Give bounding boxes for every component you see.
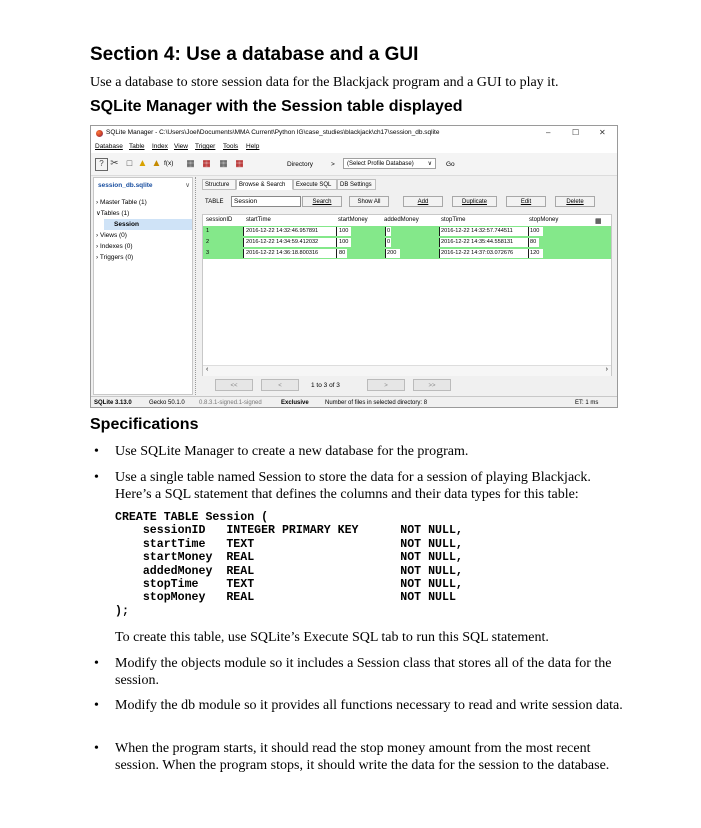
scroll-left-icon[interactable]: ‹ — [206, 366, 209, 373]
profile-database-value: (Select Profile Database) — [347, 161, 414, 167]
first-page-button[interactable]: << — [215, 379, 253, 391]
bullet-icon: • — [94, 470, 99, 485]
chevron-down-icon: ∨ — [96, 210, 101, 217]
database-selector-value: session_db.sqlite — [98, 182, 153, 189]
row-cell: 2016-12-22 14:32:57.744511 — [441, 228, 513, 234]
bullet-icon: • — [94, 656, 99, 671]
bullet-icon: • — [94, 698, 99, 713]
chevron-right-icon: › — [96, 243, 99, 250]
bullet-icon: • — [94, 444, 99, 459]
bullet-icon: • — [94, 741, 99, 756]
row-cell: 2016-12-22 14:32:46.957891 — [246, 228, 319, 234]
db-tree — [96, 197, 192, 263]
app-logo-icon — [96, 130, 103, 137]
menu-bar — [91, 141, 617, 153]
tree-triggers[interactable] — [96, 252, 192, 263]
directory-label: Directory — [287, 161, 314, 168]
window-title: SQLite Manager - C:\Users\Joel\Documents\MMA Current\Python IG\case_studies\blackjack\ch17\session_db.sqlite — [106, 129, 440, 136]
export-icon[interactable]: ▲ — [151, 158, 162, 169]
tree-tables-label: Tables (1) — [100, 210, 130, 217]
close-icon[interactable]: ✕ — [599, 128, 606, 137]
status-file-count: Number of files in selected directory: 8 — [325, 400, 428, 406]
menu-help[interactable]: Help — [246, 143, 260, 150]
tree-tables[interactable] — [96, 208, 192, 219]
tab-browse-search[interactable]: Browse & Search — [236, 179, 293, 190]
table-row[interactable] — [203, 248, 611, 259]
chevron-right-icon: › — [96, 232, 99, 239]
scissors-icon[interactable]: ✂ — [110, 158, 119, 169]
row-cell: 0 — [387, 228, 391, 234]
row-cell: 80 — [339, 250, 346, 256]
minimize-icon[interactable]: – — [546, 128, 551, 137]
edit-button[interactable]: Edit — [506, 196, 546, 207]
chevron-right-icon: › — [96, 199, 99, 206]
specifications-heading: Specifications — [90, 416, 199, 433]
chevron-down-icon: ∨ — [427, 161, 432, 167]
menu-tools[interactable]: Tools — [223, 143, 239, 150]
menu-table[interactable]: Table — [129, 143, 145, 150]
grid-header — [203, 215, 613, 226]
delete-button[interactable]: Delete — [555, 196, 595, 207]
row-cell: 120 — [530, 250, 540, 256]
add-button[interactable]: Add — [403, 196, 443, 207]
spec-item-2-note: To create this table, use SQLite’s Execute SQL tab to run this SQL statement. — [115, 630, 549, 645]
tree-views[interactable] — [96, 230, 192, 241]
data-grid — [202, 214, 612, 376]
row-cell: 3 — [206, 250, 210, 256]
duplicate-button[interactable]: Duplicate — [452, 196, 497, 207]
table-row[interactable] — [203, 226, 611, 237]
horizontal-scrollbar[interactable] — [203, 365, 611, 376]
drop-table-icon[interactable]: ▦ — [202, 158, 211, 168]
spec-item-5: When the program starts, it should read the stop money amount from the most recent session. When the program stops, it should write the data for the session to the database. — [115, 741, 610, 773]
section-title: Section 4: Use a database and a GUI — [90, 44, 419, 65]
tree-indexes-label: Indexes (0) — [99, 243, 133, 250]
menu-trigger[interactable]: Trigger — [195, 143, 216, 150]
tab-structure[interactable]: Structure — [202, 179, 236, 190]
pager — [200, 377, 615, 393]
go-button[interactable]: Go — [446, 161, 455, 168]
maximize-icon[interactable]: ☐ — [572, 128, 580, 137]
status-sqlite-version: SQLite 3.13.0 — [94, 400, 132, 406]
spec-item-2: Use a single table named Session to store the data for a session of playing Blackjack. Here’s a SQL statement that defines the columns and their data types for this table: — [115, 470, 591, 502]
sqlite-manager-screenshot — [90, 125, 618, 408]
column-header[interactable]: stopTime — [441, 217, 466, 223]
row-cell: 2016-12-22 14:34:59.412032 — [246, 239, 319, 245]
table-name-input[interactable]: Session — [231, 196, 301, 207]
screenshot-heading: SQLite Manager with the Session table displayed — [90, 98, 463, 115]
menu-index[interactable]: Index — [152, 143, 168, 150]
row-cell: 2016-12-22 14:35:44.558131 — [441, 239, 514, 245]
row-cell: 100 — [339, 239, 349, 245]
page-info: 1 to 3 of 3 — [311, 382, 340, 389]
status-mode: Exclusive — [281, 400, 309, 406]
tree-indexes[interactable] — [96, 241, 192, 252]
open-folder-icon[interactable]: ▲ — [137, 158, 148, 169]
status-build: 0.8.3.1-signed.1-signed — [199, 400, 262, 406]
row-cell: 100 — [530, 228, 540, 234]
drop-index-icon[interactable]: ▦ — [235, 158, 244, 168]
row-cell: 2016-12-22 14:36:18.800316 — [246, 250, 319, 256]
tab-db-settings[interactable]: DB Settings — [337, 179, 376, 190]
spec-item-3: Modify the objects module so it includes a Session class that stores all of the data for the session. — [115, 656, 612, 688]
row-cell: 1 — [206, 228, 210, 234]
tree-master-table[interactable] — [96, 197, 192, 208]
row-cell: 2016-12-22 14:37:03.072676 — [441, 250, 514, 256]
table-label: TABLE — [205, 199, 224, 205]
row-cell: 100 — [339, 228, 349, 234]
directory-arrow-icon[interactable]: > — [331, 161, 335, 168]
column-header[interactable]: startMoney — [338, 217, 368, 223]
toolbar — [91, 153, 617, 176]
tree-session-table[interactable]: Session — [104, 219, 192, 230]
new-db-icon[interactable]: ? — [95, 158, 108, 171]
profile-database-select[interactable] — [343, 158, 436, 169]
spec-item-4: Modify the db module so it provides all functions necessary to read and write session data. — [115, 698, 623, 713]
status-gecko-version: Gecko 50.1.0 — [149, 400, 185, 406]
create-table-icon[interactable]: ▦ — [186, 158, 195, 168]
show-all-button[interactable]: Show All — [349, 196, 389, 207]
sql-create-statement: CREATE TABLE Session ( sessionID INTEGER PRIMARY KEY NOT NULL, startTime TEXT NOT NULL, startMoney REAL NOT NULL, addedMoney REAL NOT NULL, stopTime TEXT NOT NULL, stopMoney REAL NOT NULL ); — [115, 511, 463, 618]
status-elapsed-time: ET: 1 ms — [575, 400, 599, 406]
tree-master-table-label: Master Table (1) — [99, 199, 147, 206]
row-cell: 200 — [387, 250, 397, 256]
tab-execute-sql[interactable]: Execute SQL — [293, 179, 337, 190]
row-cell: 80 — [530, 239, 537, 245]
search-button[interactable]: Search — [302, 196, 342, 207]
menu-view[interactable]: View — [174, 143, 188, 150]
right-pane — [200, 177, 615, 395]
column-header[interactable]: sessionID — [206, 217, 233, 223]
column-picker-icon[interactable]: ▦ — [595, 218, 602, 225]
create-index-icon[interactable]: ▦ — [219, 158, 228, 168]
spec-item-1: Use SQLite Manager to create a new database for the program. — [115, 444, 469, 459]
last-page-button[interactable]: >> — [413, 379, 451, 391]
tree-views-label: Views (0) — [99, 232, 127, 239]
column-header[interactable]: addedMoney — [384, 217, 419, 223]
tree-triggers-label: Triggers (0) — [99, 254, 134, 261]
prev-page-button[interactable]: < — [261, 379, 299, 391]
status-bar — [91, 396, 617, 408]
row-cell: 0 — [387, 239, 391, 245]
column-header[interactable]: startTime — [246, 217, 271, 223]
intro-text: Use a database to store session data for the Blackjack program and a GUI to play it. — [90, 75, 559, 90]
database-selector[interactable] — [96, 180, 192, 191]
scroll-right-icon[interactable]: › — [605, 366, 608, 373]
menu-database[interactable]: Database — [95, 143, 123, 150]
next-page-button[interactable]: > — [367, 379, 405, 391]
table-bar — [200, 193, 615, 211]
chevron-right-icon: › — [96, 254, 99, 261]
chevron-down-icon: ∨ — [185, 182, 190, 189]
new-file-icon[interactable]: □ — [126, 158, 133, 168]
table-row[interactable] — [203, 237, 611, 248]
left-pane — [93, 177, 193, 395]
window-titlebar — [91, 126, 617, 141]
column-header[interactable]: stopMoney — [529, 217, 559, 223]
function-icon[interactable]: f(x) — [164, 160, 174, 167]
row-cell: 2 — [206, 239, 210, 245]
